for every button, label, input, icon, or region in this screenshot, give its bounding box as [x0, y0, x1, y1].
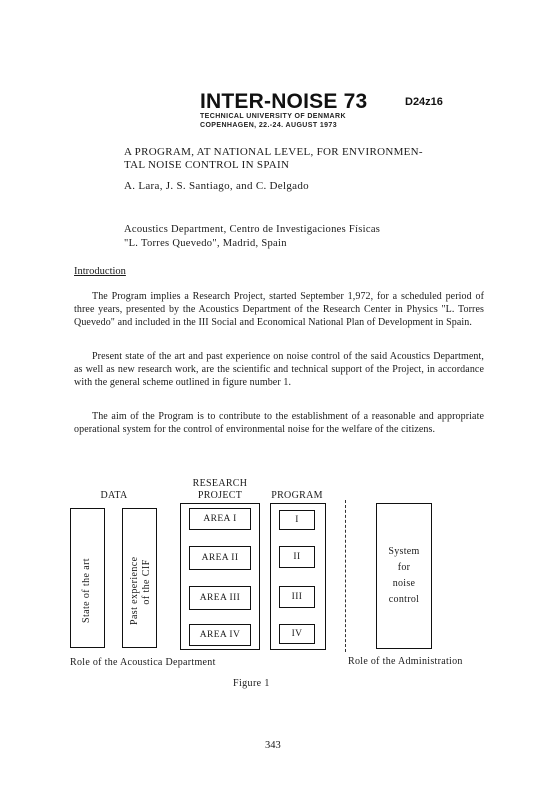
- program-4-box: IV: [279, 624, 315, 644]
- figure-col-data-label: DATA: [100, 490, 128, 501]
- data-box-state-of-art: [70, 508, 105, 648]
- program-3-box: III: [279, 586, 315, 608]
- conference-title: INTER-NOISE 73: [200, 90, 368, 113]
- role-right-label: Role of the Administration: [348, 656, 463, 667]
- program-2-box: II: [279, 546, 315, 568]
- area-1-box: AREA I: [189, 508, 251, 530]
- program-1-box: I: [279, 510, 315, 530]
- figure-caption: Figure 1: [233, 678, 270, 689]
- intro-paragraph-1: The Program implies a Research Project, started September 1,972, for a scheduled period of three years, presented by the Acoustics Department of the Research Center in Physics "L. Torres Quevedo" and included in the III Social and Economical National Plan of Development in Spain.: [74, 291, 484, 328]
- data-box-state-of-art-text: State of the art: [81, 558, 92, 623]
- admin-line-2: for: [397, 562, 411, 573]
- conference-location-date: COPENHAGEN, 22.-24. AUGUST 1973: [200, 122, 338, 129]
- role-divider: [345, 500, 346, 652]
- paper-authors: A. Lara, J. S. Santiago, and C. Delgado: [124, 180, 309, 192]
- data-box-past-experience-text: Past experience of the CIF: [129, 556, 152, 625]
- area-4-box: AREA IV: [189, 624, 251, 646]
- affiliation-line-2: "L. Torres Quevedo", Madrid, Spain: [124, 238, 287, 249]
- admin-system-box: [376, 503, 432, 649]
- data-box-past-experience: [122, 508, 157, 648]
- intro-paragraph-3: The aim of the Program is to contribute to the establishment of a reasonable and appropriate operational system for the control of environmental noise for the welfare of the citizens.: [74, 411, 484, 435]
- page-number: 343: [265, 740, 281, 751]
- affiliation-line-1: Acoustics Department, Centro de Investigaciones Físicas: [124, 224, 381, 235]
- admin-line-3: noise: [392, 578, 416, 589]
- role-left-label: Role of the Acoustica Department: [70, 657, 216, 668]
- area-3-box: AREA III: [189, 586, 251, 610]
- area-2-box: AREA II: [189, 546, 251, 570]
- paper-title: [124, 146, 464, 172]
- figure-col-program-label: PROGRAM: [271, 490, 323, 501]
- figure-col-research-line-1: RESEARCH: [192, 478, 248, 489]
- paper-code: D24z16: [405, 96, 443, 108]
- paper-title-line-2: TAL NOISE CONTROL IN SPAIN: [124, 159, 290, 171]
- admin-line-4: control: [388, 594, 420, 605]
- intro-paragraph-2: Present state of the art and past experience on noise control of the said Acoustics Department, as well as new research work, are the scientific and technical support of the Project, in accordance with the general scheme outlined in figure number 1.: [74, 351, 484, 388]
- admin-line-1: System: [388, 546, 420, 557]
- paper-title-line-1: A PROGRAM, AT NATIONAL LEVEL, FOR ENVIRONMEN-: [124, 146, 423, 158]
- figure-col-research-line-2: PROJECT: [197, 490, 243, 501]
- section-heading-introduction: Introduction: [74, 266, 126, 277]
- conference-university: TECHNICAL UNIVERSITY OF DENMARK: [200, 113, 346, 120]
